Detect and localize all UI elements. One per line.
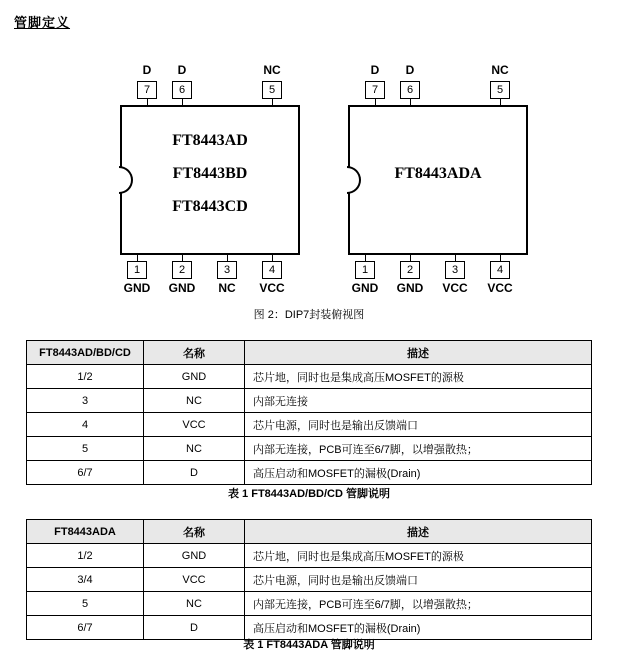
pin-label-top-2: D [405,63,415,77]
table1-header-name: 名称 [144,341,245,365]
pin-description-table-2 [26,519,592,640]
pin-name: GND [144,544,245,568]
package-left [110,55,310,305]
pin-label-bottom-3: NC [218,281,236,295]
table-header-row [27,520,592,544]
package-right [338,55,538,305]
pin-number: 3 [27,389,144,413]
table-row [27,437,592,461]
pin-box-1: 1 [127,261,147,279]
pin-box-2: 2 [400,261,420,279]
pin-number: 1/2 [27,365,144,389]
table2-caption: 表 1 FT8443ADA 管脚说明 [243,639,375,651]
pin-label-top-1: D [142,63,152,77]
pin-box-6: 6 [400,81,420,99]
chip-marking-line-2: FT8443BD [172,165,248,182]
table-header-row [27,341,592,365]
pin-number: 6/7 [27,461,144,485]
pin-label-bottom-1: GND [351,281,379,295]
pin-label-top-1: D [370,63,380,77]
pin-box-3: 3 [445,261,465,279]
package-body-left [120,105,300,255]
page-title: 管脚定义 [14,15,71,30]
pin-label-bottom-4: VCC [487,281,513,295]
table2-header-part: FT8443ADA [27,520,144,544]
pin-number: 4 [27,413,144,437]
table-row [27,389,592,413]
pin-label-bottom-1: GND [123,281,151,295]
table1-header-desc: 描述 [245,341,592,365]
pin-name: D [144,461,245,485]
table-row [27,461,592,485]
pin-label-bottom-3: VCC [442,281,468,295]
table1-header-part: FT8443AD/BD/CD [27,341,144,365]
pin-description: 内部无连接，PCB可连至6/7脚，以增强散热； [245,592,592,616]
table2-header-name: 名称 [144,520,245,544]
pin-box-6: 6 [172,81,192,99]
pin-label-bottom-2: GND [396,281,424,295]
pin-number: 3/4 [27,568,144,592]
pin-name: VCC [144,413,245,437]
pin-label-top-3: NC [491,63,509,77]
package-diagram-figure [0,55,618,305]
pin-description: 芯片电源，同时也是输出反馈端口 [245,413,592,437]
pin-description: 芯片电源，同时也是输出反馈端口 [245,568,592,592]
table-row [27,592,592,616]
pin-number: 5 [27,592,144,616]
pin-name: VCC [144,568,245,592]
pin-label-bottom-4: VCC [259,281,285,295]
pin-label-top-3: NC [263,63,281,77]
pin-description: 内部无连接，PCB可连至6/7脚，以增强散热； [245,437,592,461]
pin-box-7: 7 [365,81,385,99]
chip-marking-line-3: FT8443CD [172,198,248,215]
pin-box-5: 5 [490,81,510,99]
pin-box-5: 5 [262,81,282,99]
pin-description: 内部无连接 [245,389,592,413]
pin-box-4: 4 [262,261,282,279]
pin-name: D [144,616,245,640]
pin-number: 5 [27,437,144,461]
pin-description: 芯片地，同时也是集成高压MOSFET的源极 [245,544,592,568]
pin-number: 1/2 [27,544,144,568]
pin-box-2: 2 [172,261,192,279]
package-body-right [348,105,528,255]
pin-box-4: 4 [490,261,510,279]
pin-box-7: 7 [137,81,157,99]
pin-description: 芯片地，同时也是集成高压MOSFET的源极 [245,365,592,389]
table-row [27,568,592,592]
pin-label-bottom-2: GND [168,281,196,295]
pin-name: GND [144,365,245,389]
table-row [27,365,592,389]
pin-description: 高压启动和MOSFET的漏极(Drain) [245,461,592,485]
table1-caption: 表 1 FT8443AD/BD/CD 管脚说明 [228,488,390,500]
pin-name: NC [144,592,245,616]
chip-marking-line-1: FT8443ADA [394,165,482,182]
pin-box-3: 3 [217,261,237,279]
table2-header-desc: 描述 [245,520,592,544]
table-row [27,544,592,568]
pin-description-table-1 [26,340,592,485]
figure-caption: 图 2：DIP7封装俯视图 [253,309,365,321]
pin-name: NC [144,389,245,413]
pin-label-top-2: D [177,63,187,77]
pin-name: NC [144,437,245,461]
table-row [27,413,592,437]
pin-description: 高压启动和MOSFET的漏极(Drain) [245,616,592,640]
pin-number: 6/7 [27,616,144,640]
chip-marking-line-1: FT8443AD [172,132,248,149]
pin-box-1: 1 [355,261,375,279]
